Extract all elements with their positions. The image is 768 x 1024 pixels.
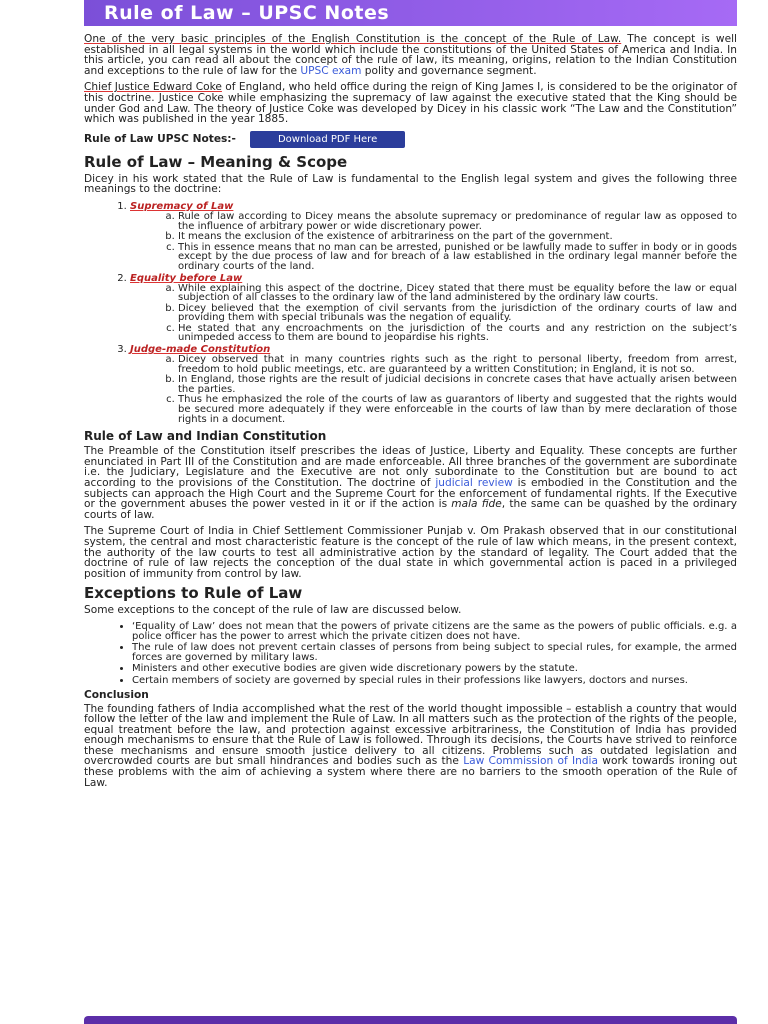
meaning-title-3: Judge-made Constitution — [130, 344, 271, 356]
exception-item-2: • The rule of law does not prevent certain classes of persons from being subject to special rules, for example, the armed forces are governed by military laws. — [132, 643, 737, 662]
meaning-title-1: Supremacy of Law — [130, 200, 234, 212]
law-commission-link[interactable]: Law Commission of India — [463, 755, 598, 768]
meaning-2-sub-b: b. Dicey believed that the exemption of civil servants from the jurisdiction of the ordinary courts of law and providing them with special tribunals was the negation of equality. — [178, 304, 737, 323]
indian-paragraph-1: The Preamble of the Constitution itself prescribes the ideas of Justice, Liberty and Equality. These concepts are further enunciated in Part III of the Constitution and are made enforceable. All three branches of the government are subordinate i.e. the Judiciary, Legislature and the Executive are not only subordinate to the Constitution but are bound to act according to the provisions of the Constitution. The doctrine of judicial review is embodied in the Constitution and the subjects can approach the High Court and the Supreme Court for the enforcement of fundamental rights. If the Executive or the government abuses the power vested in it or if the action is mala fide, the same can be quashed by the ordinary courts of law. — [84, 445, 737, 521]
download-label: Rule of Law UPSC Notes:- — [84, 133, 236, 146]
download-pdf-button[interactable]: Download PDF Here — [250, 131, 405, 148]
exceptions-heading: Exceptions to Rule of Law — [84, 584, 303, 603]
indian-constitution-heading: Rule of Law and Indian Constitution — [84, 429, 327, 444]
upsc-exam-link[interactable]: UPSC exam — [300, 64, 362, 77]
meaning-2-sub-c: c. He stated that any encroachments on the jurisdiction of the courts and any restriction on the subject’s unimpeded access to them are bound to jeopardise his rights. — [178, 324, 737, 343]
exception-item-4: • Certain members of society are governed by special rules in their professions like lawyers, doctors and nurses. — [132, 676, 737, 686]
exceptions-intro: Some exceptions to the concept of the rule of law are discussed below. — [84, 604, 462, 617]
meaning-intro: Dicey in his work stated that the Rule of Law is fundamental to the English legal system and gives the following three meanings to the doctrine: — [84, 172, 737, 196]
exception-item-1: • ‘Equality of Law’ does not mean that the powers of private citizens are the same as the powers of public officials. e.g. a police officer has the power to arrest which the private citizen does not have. — [132, 622, 737, 641]
meaning-3-sub-b: b. In England, those rights are the result of judicial decisions in concrete cases that have actually arisen between the parties. — [178, 375, 737, 394]
footer-banner — [84, 1016, 737, 1024]
meaning-3-sub-c: c. Thus he emphasized the role of the courts of law as guarantors of liberty and suggested that the rights would be secured more adequately if they were enforceable in the courts of law than by mere declaration of those rights in a document. — [178, 395, 737, 424]
meaning-2-sub-a: a. While explaining this aspect of the doctrine, Dicey stated that there must be equality before the law or equal subjection of all classes to the ordinary law of the land administered by the ordinary law courts. — [178, 284, 737, 303]
conclusion-paragraph: The founding fathers of India accomplished what the rest of the world thought impossible – establish a country that would follow the letter of the law and implement the Rule of Law. In all matters such as the protection of the rights of the people, equal treatment before the law, and protection against excessive arbitrariness, the Constitution of India has provided enough mechanisms to ensure that the Rule of Law is followed. Through its decisions, the Courts have strived to reinforce these mechanisms and ensure smooth justice delivery to all citizens. Problems such as outdated legislation and overcrowded courts are but small hindrances and bodies such as the Law Commission of India work towards ironing out these problems with the aim of achieving a system where there are no barriers to the smooth operation of the Rule of Law. — [84, 702, 738, 789]
intro-paragraph-1: One of the very basic principles of the English Constitution is the concept of the Rule of Law. The concept is well established in all legal systems in the world which include the constitutions of the United States of America and India. In this article, you can read all about the concept of the rule of law, its meaning, origins, relation to the Indian Constitution and exceptions to the rule of law for the UPSC exam polity and governance segment. — [84, 33, 737, 77]
meaning-item-3 — [130, 344, 737, 424]
indian-paragraph-2: The Supreme Court of India in Chief Settlement Commissioner Punjab v. Om Prakash observed that in our constitutional system, the central and most characteristic feature is the concept of the rule of law which means, in the present context, the authority of the law courts to test all administrative action by the standard of legality. The Court added that the doctrine of rule of law rejects the conception of the dual state in which governmental action is paced in a privileged position of immunity from control by law. — [84, 525, 737, 580]
download-row — [84, 131, 737, 148]
meaning-3-sub-a: a. Dicey observed that in many countries rights such as the right to personal liberty, freedom from arrest, freedom to hold public meetings, etc. are guaranteed by a written Constitution; in England, it is not so. — [178, 355, 737, 374]
intro-paragraph-2: Chief Justice Edward Coke of England, who held office during the reign of King James I, is considered to be the originator of this doctrine. Justice Coke while emphasizing the supremacy of law against the executive stated that the King should be under God and Law. The theory of Justice Coke was developed by Dicey in his classic work “The Law and the Constitution” which was published in the year 1885. — [84, 81, 738, 126]
meaning-heading: Rule of Law – Meaning & Scope — [84, 152, 348, 171]
meaning-1-sub-b: b. It means the exclusion of the existence of arbitrariness on the part of the government. — [178, 232, 737, 242]
meaning-1-sub-c: c. This in essence means that no man can be arrested, punished or be lawfully made to suffer in body or in goods except by the due process of law and for breach of a law established in the ordinary legal manner before the ordinary courts of the land. — [178, 243, 737, 272]
edward-coke-text: Chief Justice Edward Coke — [84, 81, 222, 94]
judicial-review-link[interactable]: judicial review — [435, 477, 513, 489]
meanings-list — [84, 201, 737, 424]
meaning-item-1 — [130, 201, 737, 272]
conclusion-heading: Conclusion — [84, 688, 149, 701]
meaning-item-2 — [130, 273, 737, 344]
article-content — [84, 34, 737, 794]
meaning-1-sub-a: a. Rule of law according to Dicey means the absolute supremacy or predominance of regular law as opposed to the influence of arbitrary power or wide discretionary power. — [178, 212, 737, 231]
exceptions-list — [84, 622, 737, 686]
exception-item-3: • Ministers and other executive bodies are given wide discretionary powers by the statute. — [132, 664, 737, 674]
meaning-title-2: Equality before Law — [130, 272, 243, 284]
intro-underlined-text: One of the very basic principles of the English Constitution is the concept of the Rule of Law. — [84, 33, 622, 45]
page-title: Rule of Law – UPSC Notes — [84, 0, 737, 26]
